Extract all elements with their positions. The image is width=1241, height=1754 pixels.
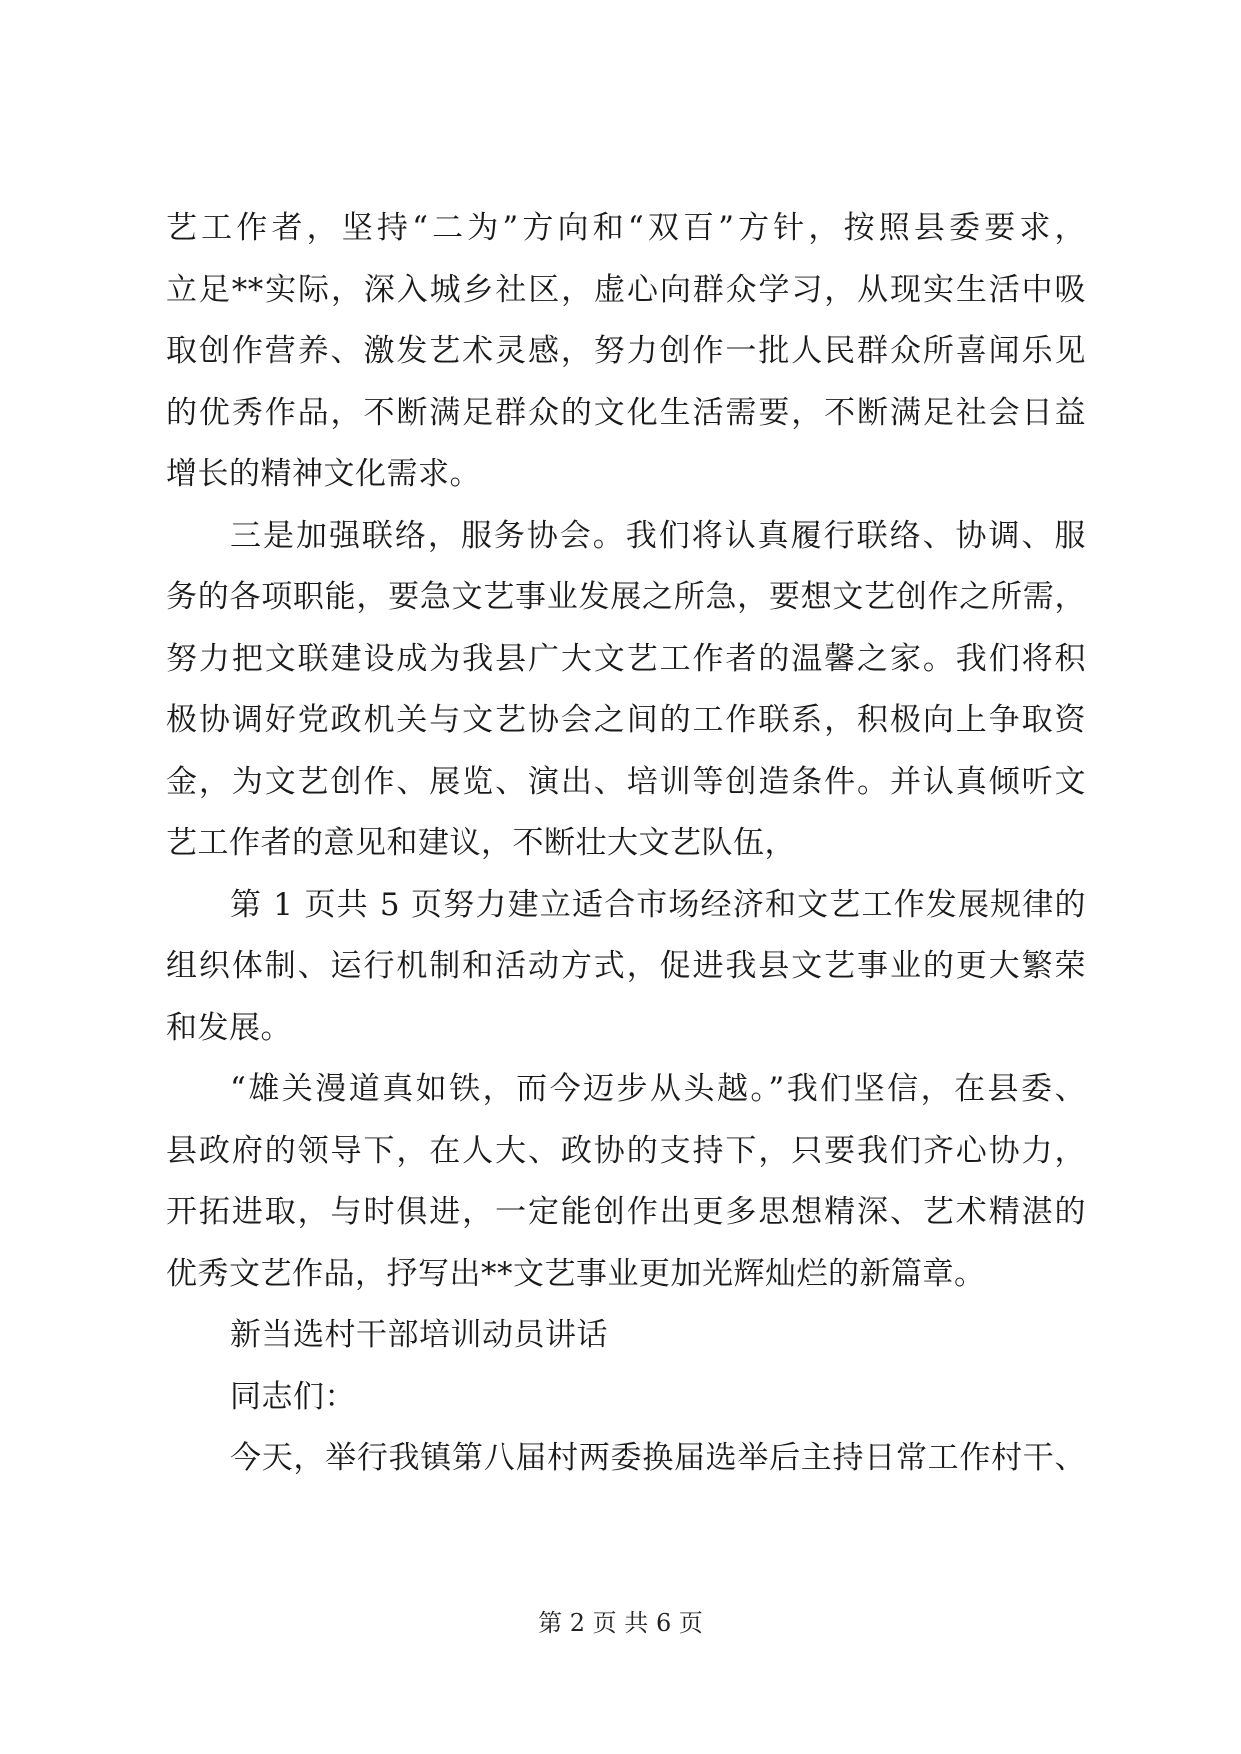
text-line: 的优秀作品，不断满足群众的文化生活需要，不断满足社会日益 — [166, 394, 1086, 431]
text-line: 金，为文艺创作、展览、演出、培训等创造条件。并认真倾听文 — [166, 763, 1086, 800]
text-line: 开拓进取，与时俱进，一定能创作出更多思想精深、艺术精湛的 — [166, 1194, 1086, 1230]
text-line: 新当选村干部培训动员讲话 — [230, 1317, 608, 1353]
body-text — [166, 198, 1086, 1490]
text-line: 和发展。 — [166, 1009, 292, 1046]
text-line: 取创作营养、激发艺术灵感，努力创作一批人民群众所喜闻乐见 — [166, 333, 1086, 369]
text-line: 今天，举行我镇第八届村两委换届选举后主持日常工作村干、 — [230, 1440, 1086, 1476]
text-line: 增长的精神文化需求。 — [166, 456, 481, 492]
text-line: 优秀文艺作品，抒写出**文艺事业更加光辉灿烂的新篇章。 — [166, 1255, 986, 1292]
text-line: 极协调好党政机关与文艺协会之间的工作联系，积极向上争取资 — [166, 702, 1086, 738]
text-line: 三是加强联络，服务协会。我们将认真履行联络、协调、服 — [230, 517, 1086, 554]
text-line: “雄关漫道真如铁，而今迈步从头越。”我们坚信，在县委、 — [230, 1071, 1086, 1107]
text-line: 艺工作者的意见和建议，不断壮大文艺队伍， — [166, 825, 796, 861]
text-line: 同志们： — [230, 1378, 356, 1415]
page-footer: 第 2 页 共 6 页 — [538, 1609, 703, 1637]
text-line: 立足**实际，深入城乡社区，虚心向群众学习，从现实生活中吸 — [166, 271, 1086, 308]
text-line: 组织体制、运行机制和活动方式，促进我县文艺事业的更大繁荣 — [166, 948, 1086, 984]
text-line: 努力把文联建设成为我县广大文艺工作者的温馨之家。我们将积 — [166, 640, 1086, 677]
text-line: 艺工作者，坚持“二为”方向和“双百”方针，按照县委要求， — [166, 210, 1086, 246]
text-line: 务的各项职能，要急文艺事业发展之所急，要想文艺创作之所需， — [166, 579, 1086, 615]
text-line: 县政府的领导下，在人大、政协的支持下，只要我们齐心协力， — [166, 1132, 1086, 1169]
text-line: 第 1 页共 5 页努力建立适合市场经济和文艺工作发展规律的 — [230, 886, 1086, 923]
